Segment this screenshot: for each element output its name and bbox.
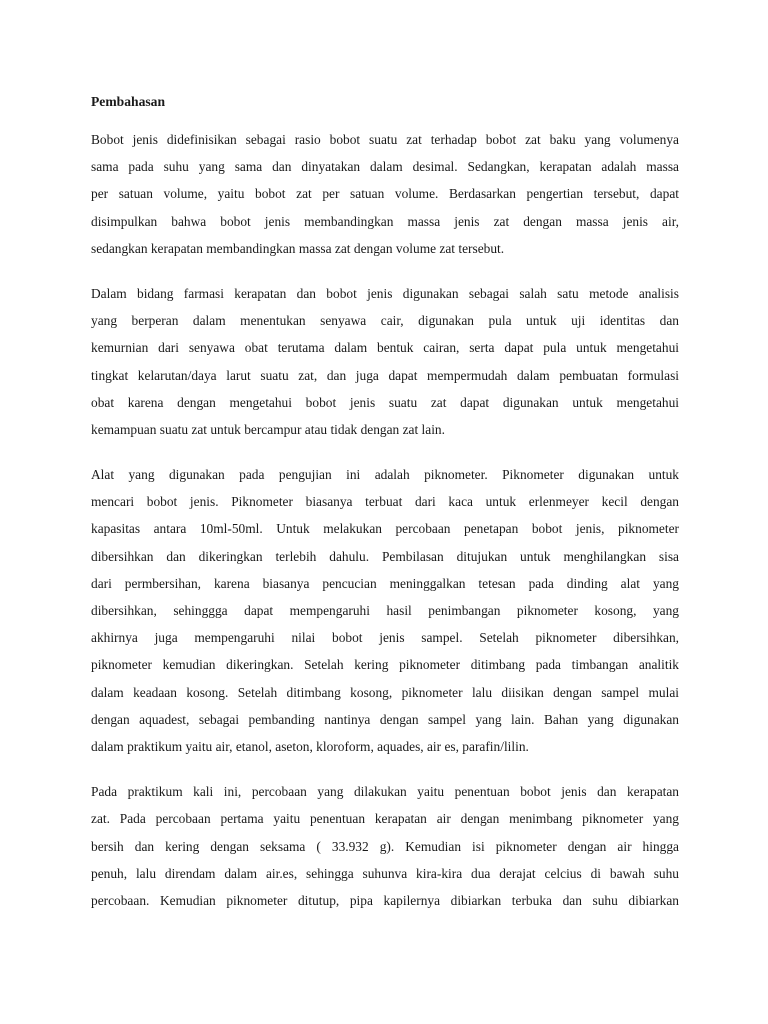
text-line: yang berperan dalam menentukan senyawa cair, digunakan pula untuk uji identitas dan: [91, 313, 679, 329]
text-line: dibersihkan, sehinggga dapat mempengaruhi hasil penimbangan piknometer kosong, yang: [91, 603, 679, 618]
text-line: dibersihkan dan dikeringkan terlebih dahulu. Pembilasan ditujukan untuk menghilangkan sisa: [91, 548, 679, 564]
text-line: kemampuan suatu zat untuk bercampur atau tidak dengan zat lain.: [91, 421, 445, 437]
text-line: Dalam bidang farmasi kerapatan dan bobot jenis digunakan sebagai salah satu metode analisis: [91, 285, 679, 301]
text-line: Pada praktikum kali ini, percobaan yang dilakukan yaitu penentuan bobot jenis dan kerapatan: [91, 784, 679, 800]
paragraph-experiment: [91, 778, 679, 914]
text-line: tingkat kelarutan/daya larut suatu zat, dan juga dapat mempermudah dalam pembuatan formulasi: [91, 367, 679, 383]
text-line: Bobot jenis didefinisikan sebagai rasio bobot suatu zat terhadap bobot zat baku yang volumenya: [91, 132, 679, 147]
text-line: dalam praktikum yaitu air, etanol, aseton, kloroform, aquades, air es, parafin/lilin.: [91, 738, 529, 754]
text-line: dengan aquadest, sebagai pembanding nantinya dengan sampel yang lain. Bahan yang digunakan: [91, 711, 679, 727]
text-line: kemurnian dari senyawa obat terutama dalam bentuk cairan, serta dapat pula untuk mengetahui: [91, 340, 679, 356]
text-line: akhirnya juga mempengaruhi nilai bobot jenis sampel. Setelah piknometer dibersihkan,: [91, 630, 679, 646]
text-line: bersih dan kering dengan seksama ( 33.932 g). Kemudian isi piknometer dengan air hingga: [91, 838, 679, 854]
text-line: mencari bobot jenis. Piknometer biasanya terbuat dari kaca untuk erlenmeyer kecil dengan: [91, 494, 679, 510]
text-line: penuh, lalu direndam dalam air.es, sehingga suhunva kira-kira dua derajat celcius di bawah suhu: [91, 865, 679, 881]
text-line: sedangkan kerapatan membandingkan massa zat dengan volume zat tersebut.: [91, 240, 505, 256]
text-line: Alat yang digunakan pada pengujian ini adalah piknometer. Piknometer digunakan untuk: [91, 467, 679, 483]
text-line: kapasitas antara 10ml-50ml. Untuk melakukan percobaan penetapan bobot jenis, piknometer: [91, 521, 679, 537]
document-body: [91, 88, 679, 932]
paragraph-definition: [91, 126, 679, 262]
text-line: disimpulkan bahwa bobot jenis membandingkan massa jenis zat dengan massa jenis air,: [91, 213, 679, 229]
paragraph-pycnometer: [91, 461, 679, 760]
text-line: obat karena dengan mengetahui bobot jenis suatu zat dapat digunakan untuk mengetahui: [91, 394, 679, 410]
text-line: piknometer kemudian dikeringkan. Setelah kering piknometer ditimbang pada timbangan analitik: [91, 657, 679, 673]
text-line: zat. Pada percobaan pertama yaitu penentuan kerapatan air dengan menimbang piknometer yang: [91, 811, 679, 827]
text-line: sama pada suhu yang sama dan dinyatakan dalam desimal. Sedangkan, kerapatan adalah massa: [91, 159, 679, 175]
paragraph-pharmacy-use: [91, 280, 679, 443]
text-line: dalam keadaan kosong. Setelah ditimbang kosong, piknometer lalu diisikan dengan sampel mulai: [91, 684, 679, 700]
text-line: dari permbersihan, karena biasanya pencucian meninggalkan tetesan pada dinding alat yang: [91, 575, 679, 591]
section-heading: Pembahasan: [91, 94, 166, 109]
text-line: per satuan volume, yaitu bobot zat per satuan volume. Berdasarkan pengertian tersebut, dapat: [91, 186, 679, 202]
text-line: percobaan. Kemudian piknometer ditutup, pipa kapilernya dibiarkan terbuka dan suhu dibiarkan: [91, 892, 679, 908]
